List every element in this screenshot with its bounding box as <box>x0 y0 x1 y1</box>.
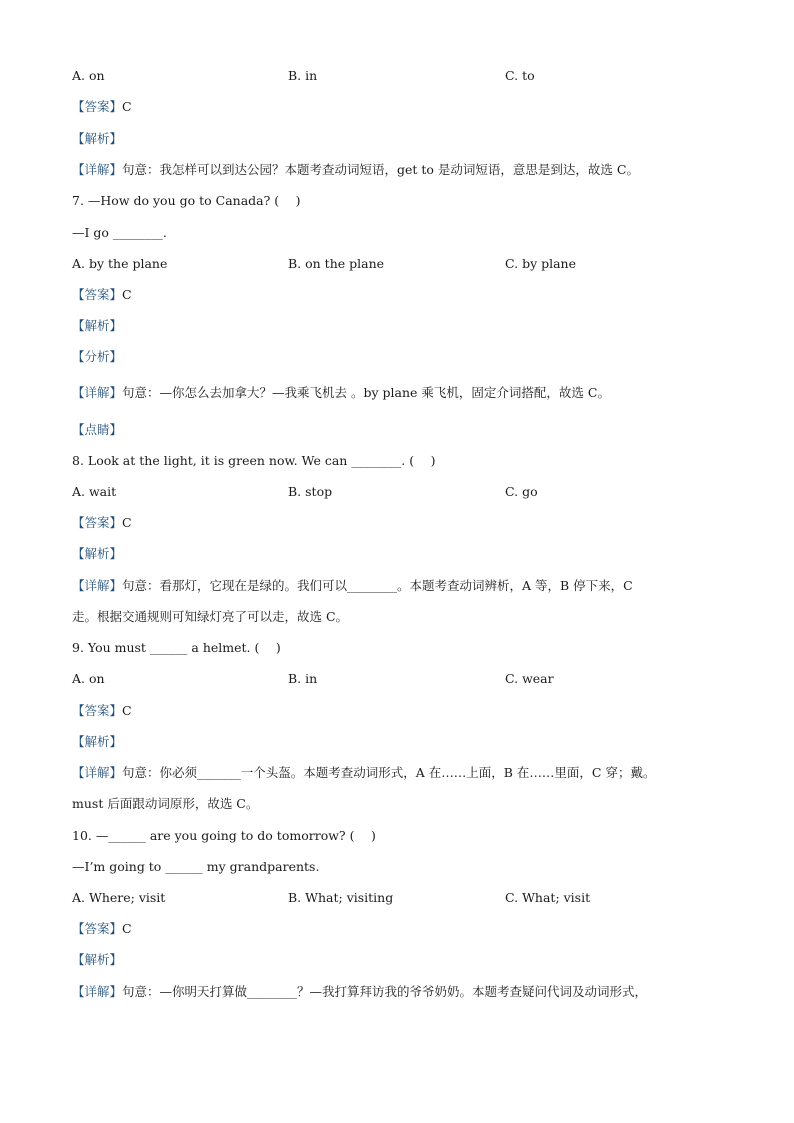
detail-text: 句意：你必须_______一个头盔。本题考查动词形式，A 在……上面，B 在……里面，C 穿；戴。 <box>122 765 656 780</box>
answer-tag: 【答案】 <box>72 515 123 530</box>
answer-tag: 【答案】 <box>72 99 123 114</box>
q8-detail-line1 <box>72 578 633 594</box>
detail-tag: 【详解】 <box>72 385 123 400</box>
detail-text: 句意：我怎样可以到达公园？本题考查动词短语，get to 是动词短语，意思是到达，故选 C。 <box>122 162 639 177</box>
answer-value: C <box>122 921 132 936</box>
q7-detail <box>72 385 610 401</box>
detail-tag: 【详解】 <box>72 984 123 999</box>
q9-option-c: C. wear <box>505 671 554 686</box>
detail-text: 句意：—你怎么去加拿大？—我乘飞机去 。by plane 乘飞机，固定介词搭配，故选 C。 <box>122 385 610 400</box>
q9-analysis-tag: 【解析】 <box>72 734 123 749</box>
q6-answer <box>72 99 132 115</box>
answer-tag: 【答案】 <box>72 703 123 718</box>
q8-option-c: C. go <box>505 484 538 499</box>
answer-value: C <box>122 515 132 530</box>
q10-question: 10. —______ are you going to do tomorrow? ( ) <box>72 828 376 843</box>
q9-option-a: A. on <box>72 671 105 686</box>
answer-value: C <box>122 287 132 302</box>
q8-analysis-tag: 【解析】 <box>72 546 123 561</box>
q7-question: 7. —How do you go to Canada? ( ) <box>72 193 301 208</box>
detail-tag: 【详解】 <box>72 765 123 780</box>
answer-value: C <box>122 99 132 114</box>
q7-option-c: C. by plane <box>505 256 577 271</box>
q6-option-b: B. in <box>288 68 318 83</box>
q8-detail-line2: 走。根据交通规则可知绿灯亮了可以走，故选 C。 <box>72 609 349 624</box>
q10-option-a: A. Where; visit <box>72 890 166 905</box>
q8-option-b: B. stop <box>288 484 333 499</box>
answer-value: C <box>122 703 132 718</box>
detail-text: 句意：看那灯，它现在是绿的。我们可以________。本题考查动词辨析，A 等，B 停下来，C <box>122 578 633 593</box>
q9-option-b: B. in <box>288 671 318 686</box>
q7-option-a: A. by the plane <box>72 256 168 271</box>
q6-detail <box>72 162 639 178</box>
q9-answer <box>72 703 132 719</box>
q7-option-b: B. on the plane <box>288 256 385 271</box>
detail-tag: 【详解】 <box>72 578 123 593</box>
q8-option-a: A. wait <box>72 484 117 499</box>
q9-detail-line2: must 后面跟动词原形，故选 C。 <box>72 796 259 811</box>
q7-dianjing-tag: 【点睛】 <box>72 422 123 437</box>
q9-question: 9. You must ______ a helmet. ( ) <box>72 640 281 655</box>
q10-answer <box>72 921 132 937</box>
q6-analysis-tag: 【解析】 <box>72 131 123 146</box>
q9-detail-line1 <box>72 765 655 781</box>
detail-tag: 【详解】 <box>72 162 123 177</box>
q8-answer <box>72 515 132 531</box>
q7-fenxi-tag: 【分析】 <box>72 349 123 364</box>
q10-detail <box>72 984 647 1000</box>
q8-question: 8. Look at the light, it is green now. We can ________. ( ) <box>72 453 436 468</box>
q10-option-b: B. What; visiting <box>288 890 394 905</box>
q6-option-a: A. on <box>72 68 105 83</box>
q7-answer <box>72 287 132 303</box>
detail-text: 句意：—你明天打算做________？—我打算拜访我的爷爷奶奶。本题考查疑问代词及动词形式， <box>122 984 648 999</box>
q7-analysis-tag: 【解析】 <box>72 318 123 333</box>
answer-tag: 【答案】 <box>72 287 123 302</box>
q10-analysis-tag: 【解析】 <box>72 952 123 967</box>
q6-option-c: C. to <box>505 68 535 83</box>
q10-line2: —I’m going to ______ my grandparents. <box>72 859 320 874</box>
q7-line2: —I go ________. <box>72 225 167 240</box>
q10-option-c: C. What; visit <box>505 890 591 905</box>
answer-tag: 【答案】 <box>72 921 123 936</box>
